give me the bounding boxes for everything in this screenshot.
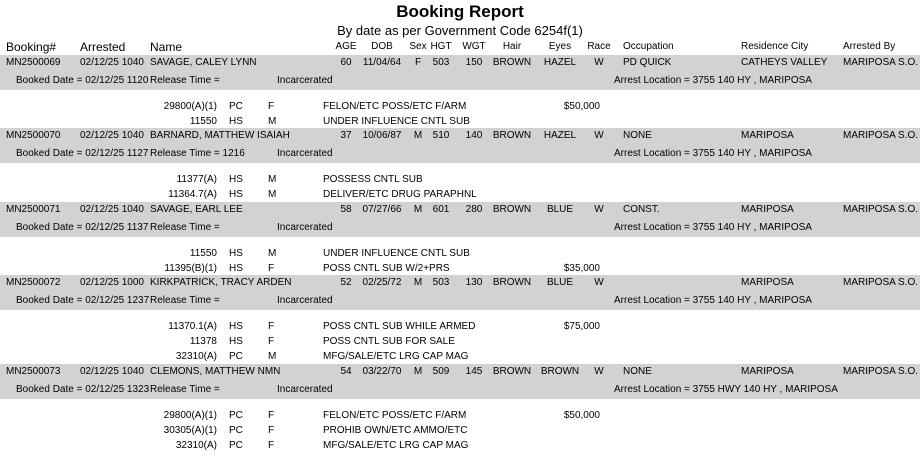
- record-booked-date: Booked Date = 02/12/25 1127: [16, 148, 149, 159]
- record-sex: M: [413, 277, 423, 288]
- charge-code: 11377(A): [176, 174, 217, 185]
- record-status: Incarcerated: [277, 295, 333, 306]
- charge-type: HS: [229, 336, 243, 347]
- charge-level: F: [268, 425, 275, 436]
- charge-type: PC: [229, 425, 243, 436]
- header-hair: Hair: [502, 41, 522, 52]
- record-arrested: 02/12/25 1040: [80, 204, 144, 215]
- record-wgt: 145: [465, 366, 483, 377]
- record-eyes: HAZEL: [543, 57, 577, 68]
- header-eyes: Eyes: [548, 41, 572, 52]
- header-arrested-by: Arrested By: [843, 41, 896, 52]
- charge-description: DELIVER/ETC DRUG PARAPHNL: [323, 189, 477, 200]
- record-hgt: 509: [432, 366, 450, 377]
- record-booking: MN2500072: [6, 277, 61, 288]
- charge-description: FELON/ETC POSS/ETC F/ARM: [323, 410, 467, 421]
- header-age: AGE: [335, 41, 357, 52]
- charge-level: F: [268, 263, 275, 274]
- record-arrested: 02/12/25 1040: [80, 366, 144, 377]
- record-hgt: 503: [432, 277, 450, 288]
- record-status: Incarcerated: [277, 75, 333, 86]
- charge-bail: $50,000: [563, 101, 600, 112]
- record-residence: CATHEYS VALLEY: [741, 57, 828, 68]
- record-arrested-by: MARIPOSA S.O.: [843, 366, 919, 377]
- record-arrest-location: Arrest Location = 3755 140 HY , MARIPOSA: [614, 222, 812, 233]
- record-dob: 07/27/66: [362, 204, 402, 215]
- charge-level: M: [268, 174, 277, 185]
- charge-level: M: [268, 116, 277, 127]
- charge-description: UNDER INFLUENCE CNTL SUB: [323, 116, 470, 127]
- charge-bail: $35,000: [563, 263, 600, 274]
- report-title: Booking Report: [396, 2, 524, 21]
- record-wgt: 140: [465, 130, 483, 141]
- record-wgt: 280: [465, 204, 483, 215]
- record-age: 58: [340, 204, 352, 215]
- record-age: 60: [340, 57, 352, 68]
- record-arrested-by: MARIPOSA S.O.: [843, 277, 919, 288]
- record-race: W: [594, 277, 604, 288]
- record-sex: M: [413, 130, 423, 141]
- record-race: W: [594, 57, 604, 68]
- charge-level: F: [268, 101, 275, 112]
- charge-code: 11378: [189, 336, 217, 347]
- report-subtitle: By date as per Government Code 6254f(1): [337, 23, 583, 38]
- charge-description: POSS CNTL SUB FOR SALE: [323, 336, 455, 347]
- record-hair: BROWN: [492, 130, 532, 141]
- charge-code: 11550: [189, 248, 217, 259]
- charge-level: F: [268, 440, 275, 451]
- record-booked-date: Booked Date = 02/12/25 1120: [16, 75, 149, 86]
- charge-bail: $75,000: [563, 321, 600, 332]
- record-status: Incarcerated: [277, 148, 333, 159]
- record-hair: BROWN: [492, 366, 532, 377]
- charge-level: M: [268, 351, 277, 362]
- header-dob: DOB: [371, 41, 393, 52]
- charge-description: UNDER INFLUENCE CNTL SUB: [323, 248, 470, 259]
- charge-level: M: [268, 189, 277, 200]
- charge-description: PROHIB OWN/ETC AMMO/ETC: [323, 425, 468, 436]
- charge-type: HS: [229, 248, 243, 259]
- charge-type: HS: [229, 321, 243, 332]
- charge-type: PC: [229, 351, 243, 362]
- record-release-time: Release Time =: [150, 75, 220, 86]
- record-booking: MN2500069: [6, 57, 61, 68]
- record-race: W: [594, 204, 604, 215]
- record-occupation: NONE: [623, 130, 652, 141]
- record-name: CLEMONS, MATTHEW NMN: [150, 366, 281, 377]
- header-name: Name: [150, 40, 183, 54]
- record-eyes: BLUE: [546, 277, 574, 288]
- record-arrest-location: Arrest Location = 3755 140 HY , MARIPOSA: [614, 295, 812, 306]
- record-residence: MARIPOSA: [741, 277, 794, 288]
- record-booked-date: Booked Date = 02/12/25 1137: [16, 222, 149, 233]
- record-hgt: 601: [432, 204, 450, 215]
- charge-type: PC: [229, 410, 243, 421]
- charge-code: 30305(A)(1): [163, 425, 217, 436]
- charge-description: POSS CNTL SUB WHILE ARMED: [323, 321, 476, 332]
- header-booking: Booking#: [6, 40, 57, 54]
- record-arrested-by: MARIPOSA S.O.: [843, 204, 919, 215]
- record-occupation: NONE: [623, 366, 652, 377]
- record-age: 37: [340, 130, 352, 141]
- charge-description: FELON/ETC POSS/ETC F/ARM: [323, 101, 467, 112]
- record-eyes: BROWN: [540, 366, 580, 377]
- header-hgt: HGT: [430, 41, 452, 52]
- record-booked-date: Booked Date = 02/12/25 1237: [16, 295, 150, 306]
- record-arrest-location: Arrest Location = 3755 140 HY , MARIPOSA: [614, 75, 812, 86]
- charge-type: HS: [229, 174, 243, 185]
- record-eyes: HAZEL: [543, 130, 577, 141]
- record-booked-date: Booked Date = 02/12/25 1323: [16, 384, 150, 395]
- record-name: BARNARD, MATTHEW ISAIAH: [150, 130, 290, 141]
- header-occupation: Occupation: [623, 41, 674, 52]
- charge-level: F: [268, 321, 275, 332]
- record-arrested: 02/12/25 1000: [80, 277, 144, 288]
- record-arrest-location: Arrest Location = 3755 140 HY , MARIPOSA: [614, 148, 812, 159]
- charge-description: POSS CNTL SUB W/2+PRS: [323, 263, 450, 274]
- charge-level: M: [268, 248, 277, 259]
- charge-type: HS: [229, 116, 243, 127]
- header-race: Race: [587, 41, 611, 52]
- record-release-time: Release Time =: [150, 295, 220, 306]
- record-arrested-by: MARIPOSA S.O.: [843, 57, 919, 68]
- header-sex: Sex: [409, 41, 427, 52]
- record-status: Incarcerated: [277, 384, 333, 395]
- header-wgt: WGT: [462, 41, 486, 52]
- record-dob: 02/25/72: [362, 277, 402, 288]
- charge-code: 29800(A)(1): [163, 101, 217, 112]
- record-name: SAVAGE, EARL LEE: [150, 204, 243, 215]
- record-eyes: BLUE: [546, 204, 574, 215]
- header-arrested: Arrested: [80, 40, 126, 54]
- charge-code: 11364.7(A): [168, 189, 217, 200]
- charge-description: POSSESS CNTL SUB: [323, 174, 423, 185]
- record-dob: 10/06/87: [362, 130, 402, 141]
- charge-type: PC: [229, 101, 243, 112]
- record-arrested: 02/12/25 1040: [80, 130, 144, 141]
- charge-description: MFG/SALE/ETC LRG CAP MAG: [323, 440, 469, 451]
- charge-code: 11395(B)(1): [164, 263, 217, 274]
- record-booking: MN2500073: [6, 366, 61, 377]
- header-residence-city: Residence City: [741, 41, 809, 52]
- record-hgt: 510: [432, 130, 450, 141]
- record-release-time: Release Time =: [150, 384, 220, 395]
- record-dob: 11/04/64: [362, 57, 402, 68]
- charge-description: MFG/SALE/ETC LRG CAP MAG: [323, 351, 469, 362]
- charge-level: F: [268, 336, 275, 347]
- charge-type: HS: [229, 189, 243, 200]
- record-residence: MARIPOSA: [741, 366, 794, 377]
- record-booking: MN2500071: [6, 204, 61, 215]
- charge-code: 11550: [189, 116, 217, 127]
- record-residence: MARIPOSA: [741, 130, 794, 141]
- record-age: 54: [340, 366, 352, 377]
- record-release-time: Release Time = 1216: [150, 148, 245, 159]
- charge-code: 32310(A): [175, 351, 217, 362]
- record-race: W: [594, 130, 604, 141]
- record-sex: F: [414, 57, 422, 68]
- record-hair: BROWN: [492, 57, 532, 68]
- record-sex: M: [413, 204, 423, 215]
- record-name: SAVAGE, CALEY LYNN: [150, 57, 257, 68]
- charge-type: HS: [229, 263, 243, 274]
- record-hgt: 503: [432, 57, 450, 68]
- record-wgt: 150: [465, 57, 483, 68]
- record-arrest-location: Arrest Location = 3755 HWY 140 HY , MARIPOSA: [614, 384, 838, 395]
- record-release-time: Release Time =: [150, 222, 220, 233]
- record-status: Incarcerated: [277, 222, 333, 233]
- record-hair: BROWN: [492, 204, 532, 215]
- record-wgt: 130: [465, 277, 483, 288]
- charge-type: PC: [229, 440, 243, 451]
- charge-code: 32310(A): [175, 440, 217, 451]
- record-sex: M: [413, 366, 423, 377]
- record-race: W: [594, 366, 604, 377]
- charge-level: F: [268, 410, 275, 421]
- record-occupation: PD QUICK: [623, 57, 672, 68]
- record-name: KIRKPATRICK, TRACY ARDEN: [150, 277, 292, 288]
- record-hair: BROWN: [492, 277, 532, 288]
- charge-code: 29800(A)(1): [163, 410, 217, 421]
- charge-bail: $50,000: [563, 410, 600, 421]
- record-age: 52: [340, 277, 352, 288]
- record-residence: MARIPOSA: [741, 204, 794, 215]
- record-arrested-by: MARIPOSA S.O.: [843, 130, 919, 141]
- record-booking: MN2500070: [6, 130, 61, 141]
- record-dob: 03/22/70: [362, 366, 402, 377]
- charge-code: 11370.1(A): [168, 321, 217, 332]
- record-occupation: CONST.: [623, 204, 660, 215]
- record-arrested: 02/12/25 1040: [80, 57, 144, 68]
